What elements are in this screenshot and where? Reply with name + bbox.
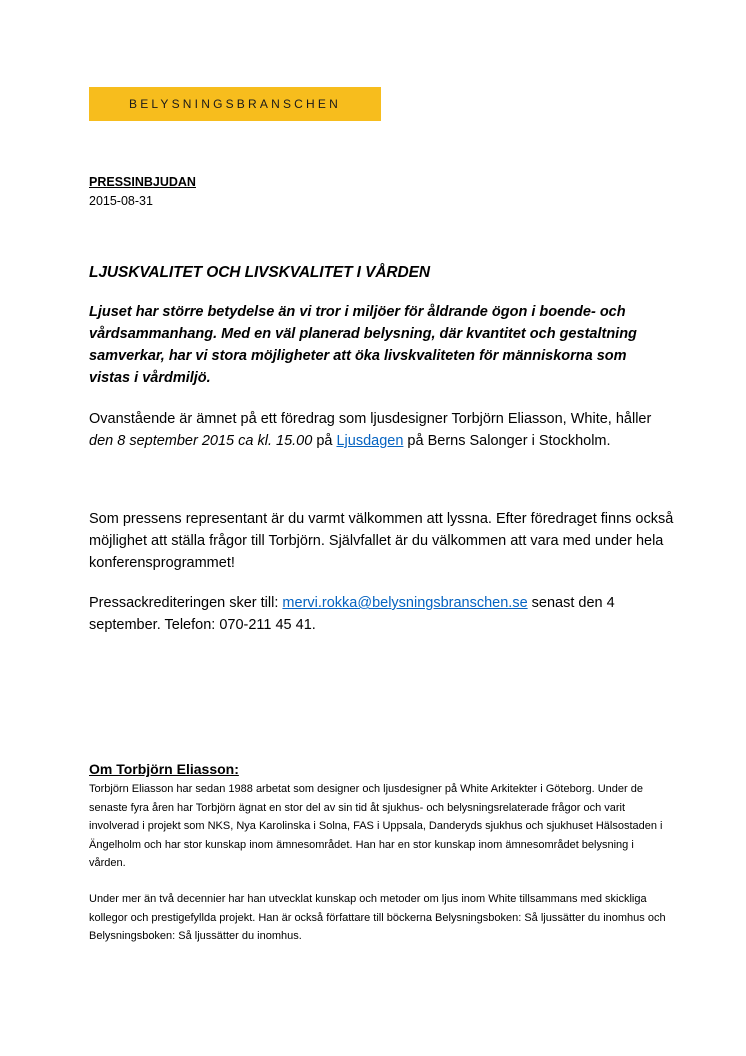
- event-date-time: den 8 september 2015 ca kl. 15.00: [89, 433, 313, 449]
- paragraph-event-info: [89, 408, 679, 452]
- paragraph-text: senast den 4 september. Telefon: 070-211 45 41.: [89, 595, 615, 633]
- paragraph-text: Pressackrediteringen sker till:: [89, 595, 283, 611]
- about-heading: Om Torbjörn Eliasson:: [89, 761, 239, 777]
- brand-logo: [89, 87, 381, 121]
- about-paragraph-2: Under mer än två decennier har han utvecklat kunskap och metoder om ljus inom White tillsammans med skickliga kollegor och prestigefyllda projekt. Han är också författare till böckerna Belysningsboken: Så ljussätter du inomhus och Belysningsboken: Så ljussätter du inomhus.: [89, 893, 666, 942]
- paragraph-text: Ovanstående är ämnet på ett föredrag som ljusdesigner Torbjörn Eliasson, White, håller: [89, 411, 652, 427]
- email-link[interactable]: mervi.rokka@belysningsbranschen.se: [282, 595, 528, 611]
- paragraph-accreditation: [89, 592, 679, 636]
- document-date: 2015-08-31: [89, 194, 153, 208]
- ljusdagen-link[interactable]: Ljusdagen: [336, 433, 404, 449]
- paragraph-text: på: [312, 433, 337, 449]
- paragraph-text: på Berns Salonger i Stockholm.: [403, 433, 611, 449]
- document-title: LJUSKVALITET OCH LIVSKVALITET I VÅRDEN: [89, 264, 430, 281]
- paragraph-welcome: Som pressens representant är du varmt välkommen att lyssna. Efter föredraget finns också möjlighet att ställa frågor till Torbjörn. Självfallet är du välkommen att vara med under hela konferensprogrammet!: [89, 511, 674, 571]
- about-paragraph-1: Torbjörn Eliasson har sedan 1988 arbetat som designer och ljusdesigner på White Arkitekter i Göteborg. Under de senaste fyra åren har Torbjörn ägnat en stor del av sin tid åt sjukhus- och belysningsrelaterade frågor och varit involverad i projekt som NKS, Nya Karolinska i Solna, FAS i Uppsala, Danderyds sjukhus och sjukhuset Hälsostaden i Ängelholm och har stor kunskap inom ämnesområdet. Han har en stor kunskap inom ämnesområdet belysning i vården.: [89, 783, 663, 869]
- document-type-label: PRESSINBJUDAN: [89, 175, 196, 189]
- brand-logo-text: BELYSNINGSBRANSCHEN: [129, 97, 341, 111]
- lead-paragraph: Ljuset har större betydelse än vi tror i miljöer för åldrande ögon i boende- och vårdsammanhang. Med en väl planerad belysning, där kvantitet och gestaltning samverkar, har vi stora möjligheter att öka livskvaliteten för människorna som vistas i vårdmiljö.: [89, 304, 637, 386]
